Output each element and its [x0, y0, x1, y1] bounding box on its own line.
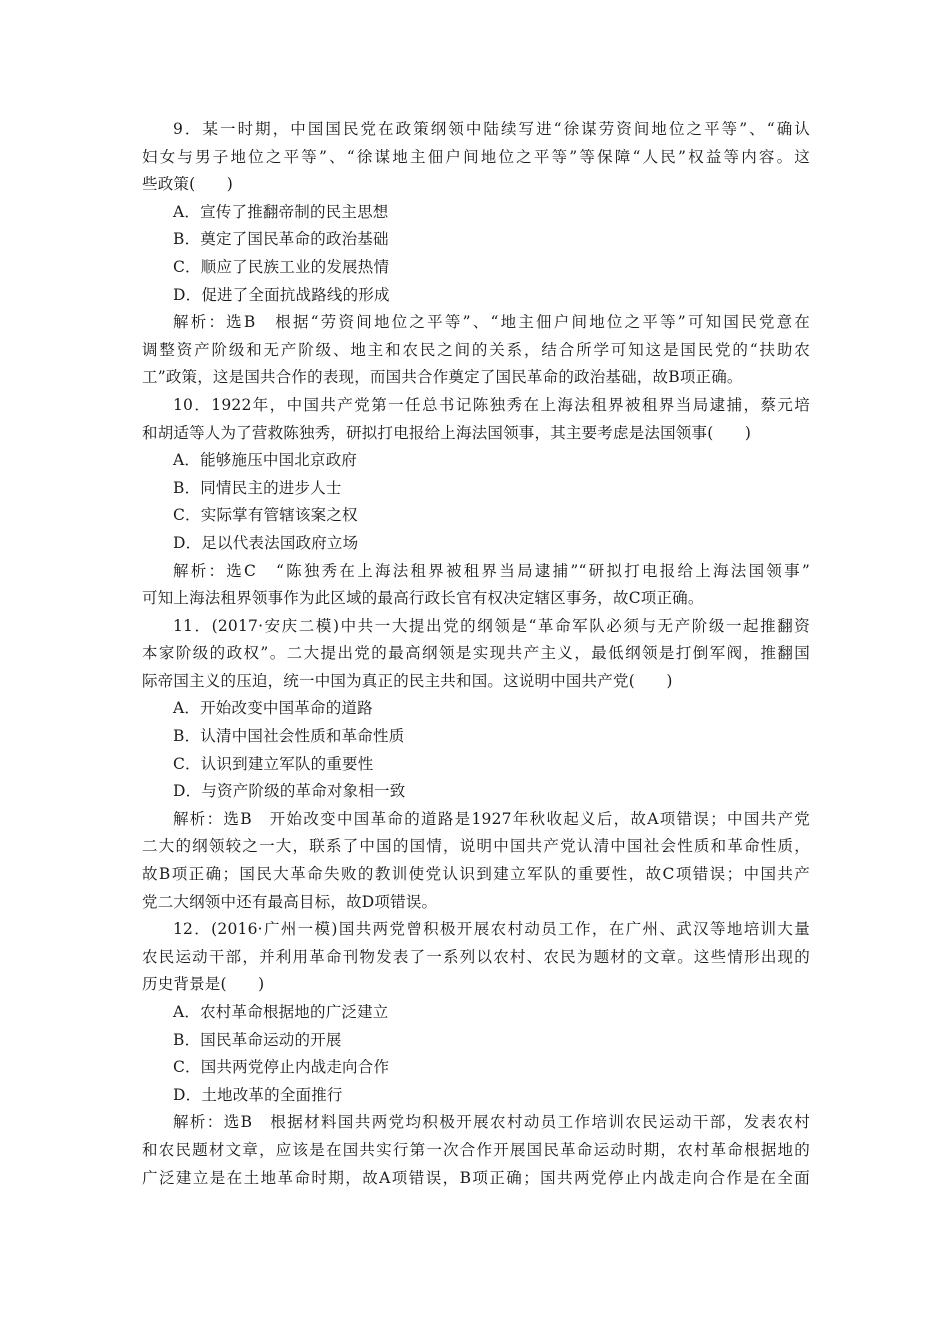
option-c: C．顺应了民族工业的发展热情 [173, 257, 390, 276]
option-c: C．实际掌有管辖该案之权 [173, 506, 358, 525]
analysis-line: 和农民题材文章，应该是在国共实行第一次合作开展国民革命运动时期，农村革命根据地的 [142, 1140, 810, 1159]
analysis-line: 可知上海法租界领事作为此区域的最高行政长官有权决定辖区事务，故C项正确。 [142, 589, 704, 608]
question-stem-line: 历史背景是( ) [142, 975, 265, 994]
question-stem-line: 12．(2016·广州一模)国共两党曾积极开展农村动员工作，在广州、武汉等地培训大量 [173, 920, 810, 939]
question-stem-line: 农民运动干部，并利用革命刊物发表了一系列以农村、农民为题材的文章。这些情形出现的 [142, 947, 810, 966]
option-a: A．宣传了推翻帝制的民主思想 [173, 202, 389, 221]
analysis-line: 调整资产阶级和无产阶级、地主和农民之间的关系，结合所学可知这是国民党的“扶助农 [142, 340, 810, 359]
analysis-line: 解析：选B 根据材料国共两党均积极开展农村动员工作培训农民运动干部，发表农村 [173, 1113, 810, 1132]
analysis-line: 二大的纲领较之一大，联系了中国的国情，说明中国共产党认清中国社会性质和革命性质， [142, 837, 810, 856]
question-stem-line: 妇女与男子地位之平等”、“徐谋地主佃户间地位之平等”等保障“人民”权益等内容。这 [142, 147, 810, 166]
option-c: C．国共两党停止内战走向合作 [173, 1058, 390, 1077]
option-b: B．国民革命运动的开展 [173, 1030, 342, 1049]
analysis-line: 解析：选B 根据“劳资间地位之平等”、“地主佃户间地位之平等”可知国民党意在 [173, 313, 810, 332]
option-b: B．认清中国社会性质和革命性质 [173, 727, 405, 746]
option-b: B．同情民主的进步人士 [173, 478, 342, 497]
option-a: A．农村革命根据地的广泛建立 [173, 1003, 389, 1021]
analysis-line: 解析：选B 开始改变中国革命的道路是1927年秋收起义后，故A项错误；中国共产党 [173, 809, 810, 828]
option-b: B．奠定了国民革命的政治基础 [173, 230, 389, 249]
option-d: D．与资产阶级的革命对象相一致 [173, 782, 406, 801]
option-a: A．能够施压中国北京政府 [173, 451, 358, 470]
option-d: D．足以代表法国政府立场 [173, 533, 359, 552]
question-10 [142, 392, 810, 613]
analysis-line: 解析：选C “陈独秀在上海法租界被租界当局逮捕”“研拟打电报给上海法国领事” [173, 561, 810, 580]
question-stem-line: 些政策( ) [142, 175, 233, 194]
question-stem-line: 本家阶级的政权”。二大提出党的最高纲领是实现共产主义，最低纲领是打倒军阀，推翻国 [142, 644, 810, 663]
document-page [142, 116, 810, 1192]
option-d: D．土地改革的全面推行 [173, 1085, 343, 1104]
question-stem-line: 际帝国主义的压迫，统一中国为真正的民主共和国。这说明中国共产党( ) [142, 671, 673, 690]
option-c: C．认识到建立军队的重要性 [173, 754, 374, 773]
option-d: D．促进了全面抗战路线的形成 [173, 285, 390, 304]
question-stem-line: 10．1922年，中国共产党第一任总书记陈独秀在上海法租界被租界当局逮捕，蔡元培 [173, 395, 810, 414]
question-9 [142, 116, 810, 392]
question-12 [142, 916, 810, 1192]
option-a: A．开始改变中国革命的道路 [173, 699, 373, 718]
question-stem-line: 9．某一时期，中国国民党在政策纲领中陆续写进“徐谋劳资间地位之平等”、“确认 [173, 120, 810, 138]
analysis-line: 故B项正确；国民大革命失败的教训使党认识到建立军队的重要性，故C项错误；中国共产 [142, 865, 810, 884]
question-stem-line: 11．(2017·安庆二模)中共一大提出党的纲领是“革命军队必须与无产阶级一起推翻资 [173, 616, 810, 635]
analysis-line: 党二大纲领中还有最高目标，故D项错误。 [142, 892, 438, 911]
question-stem-line: 和胡适等人为了营救陈独秀，研拟打电报给上海法国领事，其主要考虑是法国领事( ) [142, 423, 752, 442]
analysis-line: 广泛建立是在土地革命时期，故A项错误，B项正确；国共两党停止内战走向合作是在全面 [142, 1168, 810, 1187]
question-11 [142, 613, 810, 917]
analysis-line: 工”政策，这是国共合作的表现，而国共合作奠定了国民革命的政治基础，故B项正确。 [142, 368, 743, 387]
